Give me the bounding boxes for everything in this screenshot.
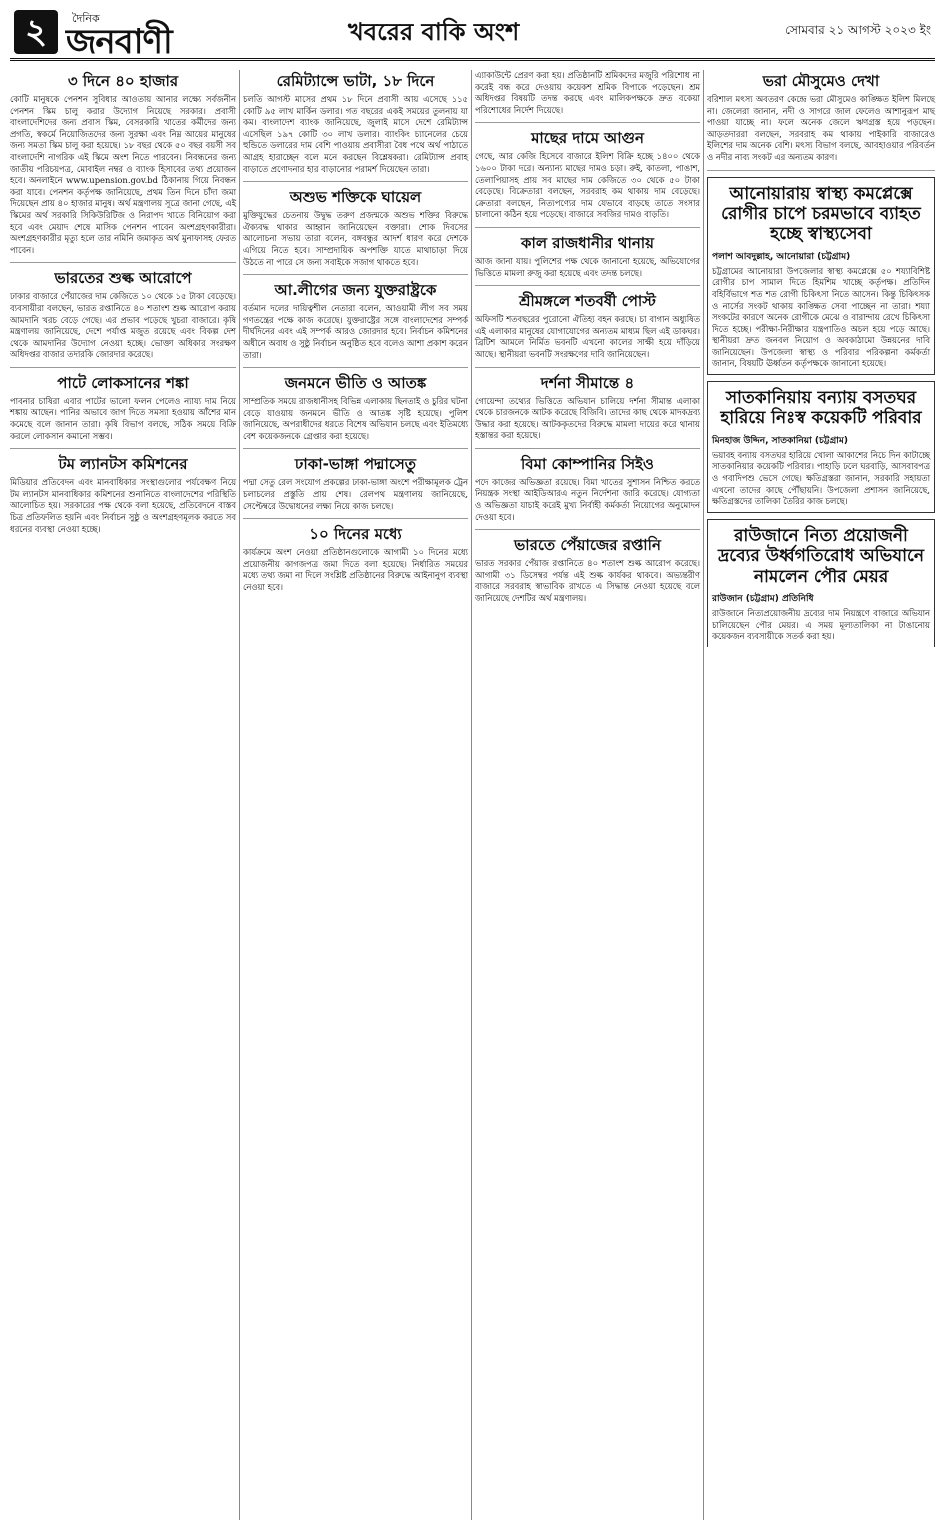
- article-body: পদে কাজের অভিজ্ঞতা রয়েছে। বিমা খাতের সুশাসন নিশ্চিত করতে নিয়ন্ত্রক সংস্থা আইডিআরএ নতুন নির্দেশনা জারি করেছে। যোগ্যতা ও অভিজ্ঞতা যাচাই করেই মুখ্য নির্বাহী কর্মকর্তা নিয়োগের অনুমোদন দেওয়া হবে।: [475, 476, 703, 522]
- page-number: ২: [14, 10, 58, 54]
- article-body: কোটি মানুষকে পেনশন সুবিধার আওতায় আনার লক্ষ্যে সর্বজনীন পেনশন স্কিম চালু করার উদ্যোগ নিয়েছে সরকার। প্রবাসী বাংলাদেশিদের জন্য প্রবাস স্কিম, বেসরকারি খাতের কর্মীদের জন্য প্রগতি, স্বকর্মে নিয়োজিতদের জন্য সুরক্ষা এবং নিম্ন আয়ের মানুষের জন্য সমতা স্কিম চালু করা হয়েছে। ১৮ বছর থেকে ৫০ বছর বয়সী সব বাংলাদেশি নাগরিক এই স্কিমে অংশ নিতে পারবেন। নিবন্ধনের জন্য জাতীয় পরিচয়পত্র, মোবাইল নম্বর ও ব্যাংক হিসাবের তথ্য প্রয়োজন হবে। অনলাইনে www.upension.gov.bd ঠিকানায় গিয়ে নিবন্ধন করা যাবে। পেনশন কর্তৃপক্ষ জানিয়েছে, প্রথম তিন দিনে চাঁদা জমা দিয়েছেন প্রায় ৪০ হাজার মানুষ। অর্থ মন্ত্রণালয় সূত্রে জানা গেছে, এই স্কিমের অর্থ সরকারি সিকিউরিটিজ ও নিরাপদ খাতে বিনিয়োগ করা হবে এবং মেয়াদ শেষে মাসিক পেনশন পাবেন অংশগ্রহণকারীরা। অংশগ্রহণকারীর মৃত্যু হলে তার নমিনি জমাকৃত অর্থ মুনাফাসহ ফেরত পাবেন।: [10, 94, 239, 255]
- article: [707, 381, 935, 513]
- article: [707, 519, 935, 647]
- article: [243, 374, 471, 449]
- article: [243, 525, 471, 599]
- article-body: মিডিয়ার প্রতিবেদন এবং মানবাধিকার সংস্থাগুলোর পর্যবেক্ষণ নিয়ে টম ল্যানটস মানবাধিকার কমিশনের শুনানিতে বাংলাদেশের পরিস্থিতি আলোচিত হয়। সরকারের পক্ষ থেকে বলা হয়েছে, প্রতিবেদনে বাস্তব চিত্র প্রতিফলিত হয়নি এবং নির্বাচন সুষ্ঠু ও অংশগ্রহণমূলক করতে সব ধরনের ব্যবস্থা নেওয়া হচ্ছে।: [10, 477, 239, 534]
- article: [243, 455, 471, 519]
- article-body: গেছে, আর কেজি হিসেবে বাজারে ইলিশ বিক্রি হচ্ছে ১৪০০ থেকে ১৬০০ টাকা দরে। অন্যান্য মাছের দামও চড়া। রুই, কাতলা, পাঙাশ, তেলাপিয়াসহ প্রায় সব মাছের দাম কেজিতে ৩০ থেকে ৫০ টাকা বেড়েছে। বিক্রেতারা বলছেন, সরবরাহ কম থাকায় দাম বেড়েছে। ক্রেতারা বলছেন, নিত্যপণ্যের দাম যেভাবে বাড়ছে তাতে সংসার চালানো কঠিন হয়ে পড়েছে। বাজারে সবজির দামও বাড়তি।: [475, 151, 703, 220]
- article-body: পাবনার চাষিরা এবার পাটের ভালো ফলন পেলেও ন্যায্য দাম নিয়ে শঙ্কায় আছেন। পানির অভাবে জাগ দিতে সমস্যা হওয়ায় আঁশের মান কমেছে বলে জানান তারা। কৃষি বিভাগ বলছে, সঠিক সময়ে বিক্রি করলে লোকসান কমানো সম্ভব।: [10, 395, 239, 441]
- article-headline: আ.লীগের জন্য যুক্তরাষ্ট্রকে: [274, 281, 437, 300]
- column-4: [707, 70, 938, 1520]
- article-headline: রাউজানে নিত্য প্রয়োজনী দ্রব্যের উর্ধ্বগতিরোধ অভিযানে নামলেন পৌর মেয়র: [718, 525, 924, 587]
- article-headline: পাটে লোকসানের শঙ্কা: [57, 373, 189, 392]
- article-headline: ১০ দিনের মধ্যে: [309, 525, 402, 544]
- article: [475, 536, 703, 610]
- article-headline: আনোয়ারায় স্বাস্থ্য কমপ্লেক্সে রোগীর চাপে চরমভাবে ব্যাহত হচ্ছে স্বাস্থ্যসেবা: [721, 183, 921, 245]
- article-body: চট্টগ্রামের আনোয়ারা উপজেলার স্বাস্থ্য কমপ্লেক্সে ৫০ শয্যাবিশিষ্ট রোগীর চাপ সামাল দিতে হিমশিম খাচ্ছে কর্তৃপক্ষ। প্রতিদিন বহির্বিভাগে শত শত রোগী চিকিৎসা নিতে আসেন। কিন্তু চিকিৎসক ও নার্সের সংকট থাকায় কাঙ্ক্ষিত সেবা পাচ্ছেন না তারা। শয্যা সংকটের কারণে অনেক রোগীকে মেঝে ও বারান্দায় রেখে চিকিৎসা দিতে হচ্ছে। পরীক্ষা-নিরীক্ষার যন্ত্রপাতিও অচল হয়ে পড়ে আছে। স্থানীয়রা দ্রুত জনবল নিয়োগ ও অবকাঠামো উন্নয়নের দাবি জানিয়েছেন। উপজেলা স্বাস্থ্য ও পরিবার পরিকল্পনা কর্মকর্তা জানান, বিষয়টি ঊর্ধ্বতন কর্তৃপক্ষকে জানানো হয়েছে।: [712, 265, 933, 369]
- article: [475, 373, 703, 449]
- article: [475, 70, 703, 123]
- article-body: ভয়াবহ বন্যায় বসতঘর হারিয়ে খোলা আকাশের নিচে দিন কাটাচ্ছে সাতকানিয়ার কয়েকটি পরিবার। পাহাড়ি ঢলে ঘরবাড়ি, আসবাবপত্র ও গবাদিপশু ভেসে গেছে। ক্ষতিগ্রস্তরা জানান, সরকারি সহায়তা এখনো তাদের কাছে পৌঁছায়নি। উপজেলা প্রশাসন জানিয়েছে, ক্ষতিগ্রস্তদের তালিকা তৈরির কাজ চলছে।: [712, 449, 933, 507]
- article-headline: দর্শনা সীমান্তে ৪: [540, 373, 635, 392]
- article-body: রাউজানে নিত্যপ্রয়োজনীয় দ্রব্যের দাম নিয়ন্ত্রণে বাজারে অভিযান চালিয়েছেন পৌর মেয়র। এ সময় মূল্যতালিকা না টাঙানোয় কয়েকজন ব্যবসায়ীকে সতর্ক করা হয়।: [712, 608, 933, 642]
- article: [10, 455, 239, 541]
- column-divider: [703, 70, 704, 1520]
- article: [10, 72, 239, 263]
- column-3: [475, 70, 703, 1520]
- article-headline: শ্রীমঙ্গলে শতবর্ষী পোস্ট: [519, 292, 656, 311]
- article: [243, 188, 471, 275]
- article: [243, 281, 471, 368]
- article-headline: বিমা কোম্পানির সিইও: [521, 454, 654, 473]
- paper-name: জনবাণী: [66, 22, 172, 62]
- article: [10, 269, 239, 368]
- article-headline: মাছের দামে আগুন: [531, 129, 644, 148]
- article-headline: ঢাকা-ভাঙ্গা পদ্মাসেতু: [294, 455, 417, 474]
- article-body: চলতি আগস্ট মাসের প্রথম ১৮ দিনে প্রবাসী আয় এসেছে ১১৫ কোটি ৯৫ লাখ মার্কিন ডলার। গত বছরের একই সময়ের তুলনায় যা কম। বাংলাদেশ ব্যাংক জানিয়েছে, জুলাই মাসে দেশে রেমিট্যান্স এসেছিল ১৯৭ কোটি ৩০ লাখ ডলার। ব্যাংকিং চ্যানেলের চেয়ে হুন্ডিতে ডলারের দাম বেশি পাওয়ায় প্রবাসীরা বৈধ পথে অর্থ পাঠাতে আগ্রহ হারাচ্ছেন বলে মনে করছেন বিশ্লেষকরা। রেমিট্যান্স প্রবাহ বাড়াতে প্রণোদনার হার বাড়ানোর পরামর্শ দিয়েছেন তারা।: [243, 94, 471, 174]
- article-body: ভারত সরকার পেঁয়াজ রপ্তানিতে ৪০ শতাংশ শুল্ক আরোপ করেছে। আগামী ৩১ ডিসেম্বর পর্যন্ত এই শুল্ক কার্যকর থাকবে। অভ্যন্তরীণ বাজারে সরবরাহ স্বাভাবিক রাখতে এ সিদ্ধান্ত নেওয়া হয়েছে বলে জানিয়েছে দেশটির অর্থ মন্ত্রণালয়।: [475, 558, 703, 604]
- paper-prefix: দৈনিক: [72, 12, 100, 25]
- article-body: মুক্তিযুদ্ধের চেতনায় উদ্বুদ্ধ তরুণ প্রজন্মকে অশুভ শক্তির বিরুদ্ধে ঐক্যবদ্ধ থাকার আহ্বান জানিয়েছেন বক্তারা। শোক দিবসের আলোচনা সভায় তারা বলেন, বঙ্গবন্ধুর আদর্শ ধারণ করে দেশকে এগিয়ে নিতে হবে। সাম্প্রদায়িক অপশক্তি যাতে মাথাচাড়া দিয়ে উঠতে না পারে সে জন্য সবাইকে সজাগ থাকতে হবে।: [243, 210, 471, 267]
- article: [10, 373, 239, 449]
- article-headline: ভারতের শুল্ক আরোপে: [54, 269, 192, 288]
- column-2: [243, 70, 471, 1520]
- article-byline: মিনহাজ উদ্দিন, সাতকানিয়া (চট্টগ্রাম): [712, 435, 848, 446]
- article-body: আজ জানা যায়। পুলিশের পক্ষ থেকে জানানো হয়েছে, অভিযোগের ভিত্তিতে মামলা রুজু করা হয়েছে এবং তদন্ত চলছে।: [475, 255, 703, 278]
- column-divider: [471, 70, 472, 1520]
- article-headline: টম ল্যানটস কমিশনের: [58, 455, 188, 474]
- article-body: এ্যাকাউন্টে প্রেরণ করা হয়। প্রতিষ্ঠানটি শ্রমিকদের মজুরি পরিশোধ না করেই বন্ধ করে দেওয়ায় কয়েকশ শ্রমিক বিপাকে পড়েছেন। শ্রম অধিদপ্তর বিষয়টি তদন্ত করছে এবং মালিকপক্ষকে দ্রুত বকেয়া পরিশোধের নির্দেশ দিয়েছে।: [475, 70, 703, 115]
- article-body: পদ্মা সেতু রেল সংযোগ প্রকল্পের ঢাকা-ভাঙ্গা অংশে পরীক্ষামূলক ট্রেন চলাচলের প্রস্তুতি প্রায় শেষ। রেলপথ মন্ত্রণালয় জানিয়েছে, সেপ্টেম্বরে উদ্বোধনের লক্ষ্য নিয়ে কাজ চলছে।: [243, 477, 471, 511]
- article-body: অফিসটি শতবছরের পুরোনো ঐতিহ্য বহন করছে। চা বাগান অধ্যুষিত এই এলাকার মানুষের যোগাযোগের অন্যতম মাধ্যম ছিল এই ডাকঘর। ব্রিটিশ আমলে নির্মিত ভবনটি এখনো কালের সাক্ষী হয়ে দাঁড়িয়ে আছে। স্থানীয়রা ভবনটি সংরক্ষণের দাবি জানিয়েছেন।: [475, 314, 703, 359]
- article-body: বর্তমান দলের দায়িত্বশীল নেতারা বলেন, আওয়ামী লীগ সব সময় গণতন্ত্রের পক্ষে কাজ করেছে। যুক্তরাষ্ট্রের সঙ্গে বাংলাদেশের সম্পর্ক দীর্ঘদিনের এবং এই সম্পর্ক আরও জোরদার হবে। নির্বাচন কমিশনের অধীনে অবাধ ও সুষ্ঠু নির্বাচন অনুষ্ঠিত হবে বলেও আশা প্রকাশ করেন তারা।: [243, 303, 471, 360]
- article: [707, 72, 938, 171]
- masthead-rule: [10, 58, 935, 61]
- article-body: বরিশাল মৎস্য অবতরণ কেন্দ্রে ভরা মৌসুমেও কাঙ্ক্ষিত ইলিশ মিলছে না। জেলেরা জানান, নদী ও সাগরে জাল ফেলেও আশানুরূপ মাছ পাওয়া যাচ্ছে না। ফলে অনেক জেলে ঋণগ্রস্ত হয়ে পড়ছেন। আড়তদাররা বলছেন, সরবরাহ কম থাকায় পাইকারি বাজারেও ইলিশের দাম অনেক বেশি। মৎস্য বিভাগ বলছে, আবহাওয়ার পরিবর্তন ও নদীর নাব্য সংকট এর অন্যতম কারণ।: [707, 94, 938, 162]
- masthead: [0, 0, 945, 64]
- article-byline: রাউজান (চট্টগ্রাম) প্রতিনিধি: [712, 594, 814, 604]
- article-headline: রেমিট্যান্সে ভাটা, ১৮ দিনে: [276, 72, 435, 90]
- article-body: গোয়েন্দা তথ্যের ভিত্তিতে অভিযান চালিয়ে দর্শনা সীমান্ত এলাকা থেকে চারজনকে আটক করেছে বিজিবি। তাদের কাছ থেকে মাদকদ্রব্য উদ্ধার করা হয়েছে। আটককৃতদের বিরুদ্ধে মামলা দায়ের করে থানায় হস্তান্তর করা হয়েছে।: [475, 395, 703, 441]
- article: [475, 129, 703, 228]
- article: [243, 72, 471, 182]
- article-body: ঢাকার বাজারে পেঁয়াজের দাম কেজিতে ১০ থেকে ১৫ টাকা বেড়েছে। ব্যবসায়ীরা বলছেন, ভারত রপ্তানিতে ৪০ শতাংশ শুল্ক আরোপ করায় আমদানি খরচ বেড়ে গেছে। এর প্রভাব পড়েছে খুচরা বাজারে। কৃষি মন্ত্রণালয় জানিয়েছে, দেশে পর্যাপ্ত মজুত রয়েছে এবং বিকল্প দেশ থেকে আমদানির উদ্যোগ নেওয়া হচ্ছে। ভোক্তা অধিকার সংরক্ষণ অধিদপ্তর বাজার তদারকি জোরদার করেছে।: [10, 291, 239, 360]
- article-body: কার্যক্রমে অংশ নেওয়া প্রতিষ্ঠানগুলোকে আগামী ১০ দিনের মধ্যে প্রয়োজনীয় কাগজপত্র জমা দিতে বলা হয়েছে। নির্ধারিত সময়ের মধ্যে তথ্য জমা না দিলে সংশ্লিষ্ট প্রতিষ্ঠানের বিরুদ্ধে আইনানুগ ব্যবস্থা নেওয়া হবে।: [243, 547, 471, 593]
- article-byline: পলাশ আবদুল্লাহ, আনোয়ারা (চট্টগ্রাম): [712, 251, 851, 262]
- article-headline: সাতকানিয়ায় বন্যায় বসতঘর হারিয়ে নিঃস্ব কয়েকটি পরিবার: [720, 388, 922, 429]
- article-headline: কাল রাজধানীর থানায়: [521, 233, 654, 252]
- article-headline: ৩ দিনে ৪০ হাজার: [67, 72, 179, 90]
- article-headline: ভারতে পেঁয়াজের রপ্তানি: [514, 536, 661, 555]
- article: [475, 233, 703, 286]
- article-headline: জনমনে ভীতি ও আতঙ্ক: [284, 374, 427, 393]
- column-divider: [239, 70, 240, 1520]
- article: [707, 177, 935, 376]
- article-body: সাম্প্রতিক সময়ে রাজধানীসহ বিভিন্ন এলাকায় ছিনতাই ও চুরির ঘটনা বেড়ে যাওয়ায় জনমনে ভীতি ও আতঙ্ক সৃষ্টি হয়েছে। পুলিশ জানিয়েছে, অপরাধীদের ধরতে বিশেষ অভিযান চলছে এবং ইতিমধ্যে বেশ কয়েকজনকে গ্রেপ্তার করা হয়েছে।: [243, 396, 471, 441]
- column-1: [10, 70, 239, 1520]
- dateline: সোমবার ২১ আগস্ট ২০২৩ ইং: [785, 23, 931, 37]
- section-title: খবরের বাকি অংশ: [348, 18, 520, 46]
- article-headline: ভরা মৌসুমেও দেখা: [762, 72, 880, 90]
- article: [475, 292, 703, 367]
- article: [475, 454, 703, 530]
- article-headline: অশুভ শক্তিকে ঘায়েল: [289, 188, 422, 207]
